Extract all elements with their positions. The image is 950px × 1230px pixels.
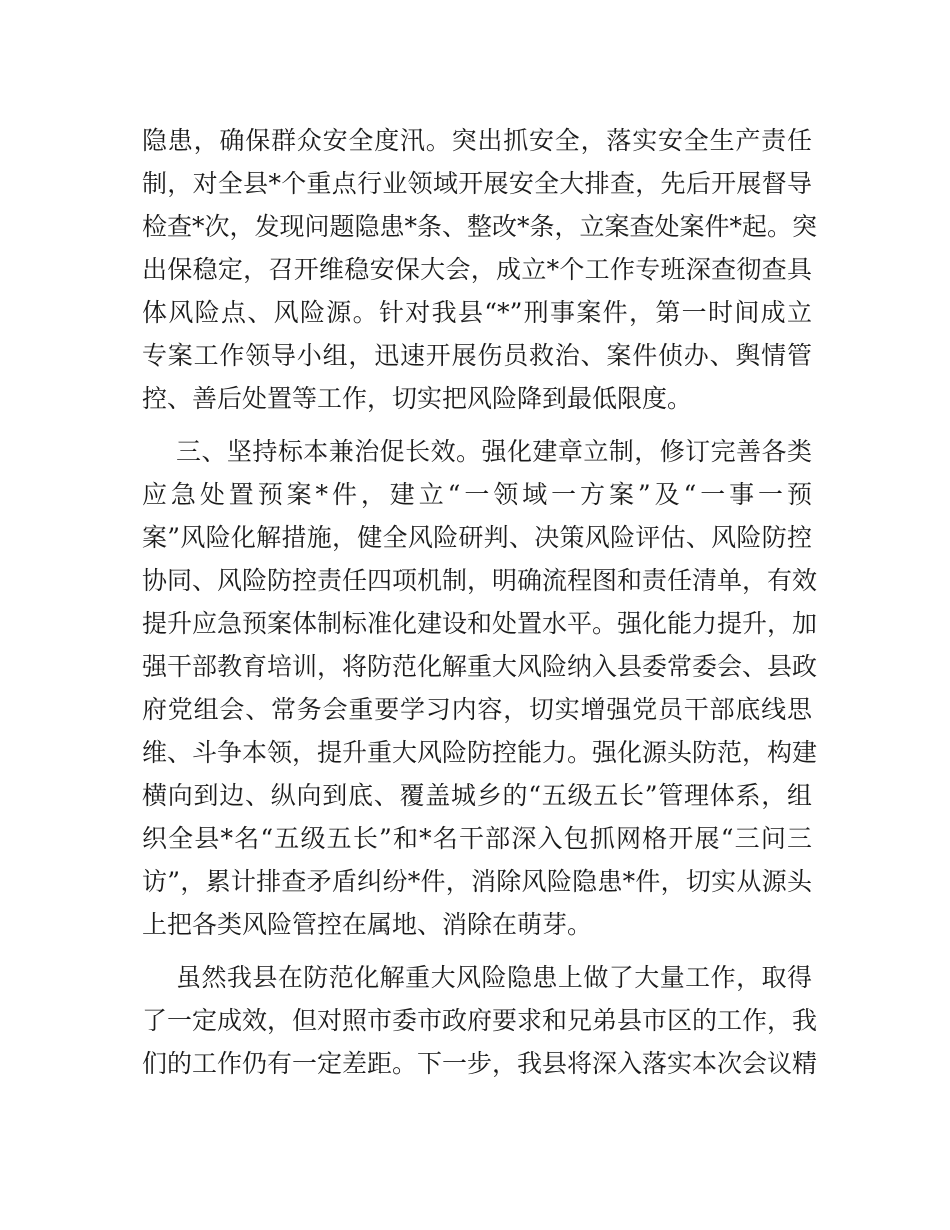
text-line: 制，对全县*个重点行业领域开展安全大排查，先后开展督导 [142, 169, 812, 198]
text-line: 检查*次，发现问题隐患*条、整改*条，立案查处案件*起。突 [142, 212, 818, 241]
text-line: 织全县*名“五级五长”和*名干部深入包抓网格开展“三问三 [142, 824, 812, 853]
text-line: 横向到边、纵向到底、覆盖城乡的“五级五长”管理体系，组 [142, 781, 812, 810]
text-line: 提升应急预案体制标准化建设和处置水平。强化能力提升，加 [142, 609, 818, 638]
text-line: 应急处置预案*件，建立“一领域一方案”及“一事一预 [142, 480, 812, 509]
text-line: 体风险点、风险源。针对我县“*”刑事案件，第一时间成立 [142, 298, 812, 327]
text-line: 协同、风险防控责任四项机制，明确流程图和责任清单，有效 [142, 566, 818, 595]
paragraph-start-line: 三、坚持标本兼治促长效。强化建章立制，修订完善各类 [176, 437, 812, 466]
text-line: 访”，累计排查矛盾纠纷*件，消除风险隐患*件，切实从源头 [142, 867, 812, 896]
text-line: 强干部教育培训，将防范化解重大风险纳入县委常委会、县政 [142, 652, 818, 681]
text-line: 出保稳定，召开维稳安保大会，成立*个工作专班深查彻查具 [142, 255, 812, 284]
text-line: 专案工作领导小组，迅速开展伤员救治、案件侦办、舆情管 [142, 341, 812, 370]
text-line: 维、斗争本领，提升重大风险防控能力。强化源头防范，构建 [142, 738, 818, 767]
text-line: 们的工作仍有一定差距。下一步，我县将深入落实本次会议精 [142, 1049, 818, 1078]
text-line: 隐患，确保群众安全度汛。突出抓安全，落实安全生产责任 [142, 126, 812, 155]
text-line: 案”风险化解措施，健全风险研判、决策风险评估、风险防控 [142, 523, 812, 552]
text-line: 上把各类风险管控在属地、消除在萌芽。 [142, 910, 593, 939]
text-line: 了一定成效，但对照市委市政府要求和兄弟县市区的工作，我 [142, 1006, 818, 1035]
text-line: 府党组会、常务会重要学习内容，切实增强党员干部底线思 [142, 695, 812, 724]
paragraph-start-line: 虽然我县在防范化解重大风险隐患上做了大量工作，取得 [176, 963, 812, 992]
text-line: 控、善后处置等工作，切实把风险降到最低限度。 [142, 384, 693, 413]
